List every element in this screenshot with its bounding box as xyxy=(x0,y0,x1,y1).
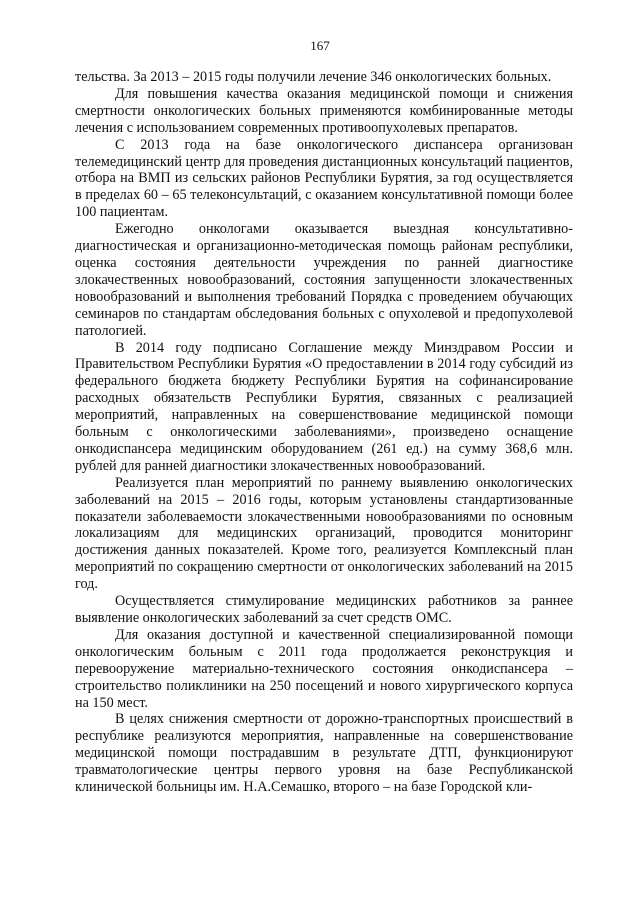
paragraph-reconstruction: Для оказания доступной и качественной специализированной помощи онкологическим больным с 2011 года продолжается реконструкция и перевооружение материально-технического состояния онкодиспансера – строительство поликлиники на 250 посещений и нового хирургического корпуса на 150 мест. xyxy=(75,626,573,711)
page-number: 167 xyxy=(310,38,330,53)
paragraph-road-accidents: В целях снижения смертности от дорожно-транспортных происшествий в республике реализуются мероприятия, направленные на совершенствование медицинской помощи пострадавшим в результате ДТП, функционируют травматологические центры первого уровня на базе Республиканской клинической больницы им. Н.А.Семашко, второго – на базе Городской кли- xyxy=(75,711,573,796)
paragraph-telemedicine: С 2013 года на базе онкологического диспансера организован телемедицинский центр для проведения дистанционных консультаций пациентов, отбора на ВМП из сельских районов Республики Бурятия, за год осуществляется в пределах 60 – 65 телеконсультаций, с оказанием консультативной помощи более 100 пациентам. xyxy=(75,136,573,221)
paragraph-field-assistance: Ежегодно онкологами оказывается выездная консультативно-диагностическая и организационно-методическая помощь районам республики, оценка состояния деятельности учреждения по ранней диагностике злокачественных новообразований, состояния запущенности злокачественных новообразований и выполнения требований Порядка с проведением обучающих семинаров по стандартам обследования больных с опухолевой и предопухолевой патологией. xyxy=(75,221,573,339)
paragraph-oms-incentives: Осуществляется стимулирование медицинских работников за раннее выявление онкологических заболеваний за счет средств ОМС. xyxy=(75,593,573,626)
paragraph-continuation: тельства. За 2013 – 2015 годы получили лечение 346 онкологических больных. xyxy=(75,69,552,85)
paragraph-treatment-quality: Для повышения качества оказания медицинской помощи и снижения смертности онкологических больных применяются комбинированные методы лечения с использованием современных противоопухолевых препаратов. xyxy=(75,85,573,136)
paragraph-early-detection-plan: Реализуется план мероприятий по раннему выявлению онкологических заболеваний на 2015 – 2016 годы, которым установлены стандартизованные показатели заболеваемости злокачественными новообразованиями по основным локализациям для медицинских организаций, проводится мониторинг достижения данных показателей. Кроме того, реализуется Комплексный план мероприятий по сокращению смертности от онкологических заболеваний на 2015 год. xyxy=(75,474,573,593)
body-text xyxy=(75,69,573,796)
paragraph-agreement-2014: В 2014 году подписано Соглашение между Минздравом России и Правительством Республики Бурятия «О предоставлении в 2014 году субсидий из федерального бюджета бюджету Республики Бурятия на софинансирование расходных обязательств Республики Бурятия, связанных с реализацией мероприятий, направленных на совершенствование медицинской помощи больным с онкологическими заболеваниями», произведено оснащение онкодиспансера медицинским оборудованием (261 ед.) на сумму 368,6 млн. рублей для ранней диагностики злокачественных новообразований. xyxy=(75,339,573,474)
